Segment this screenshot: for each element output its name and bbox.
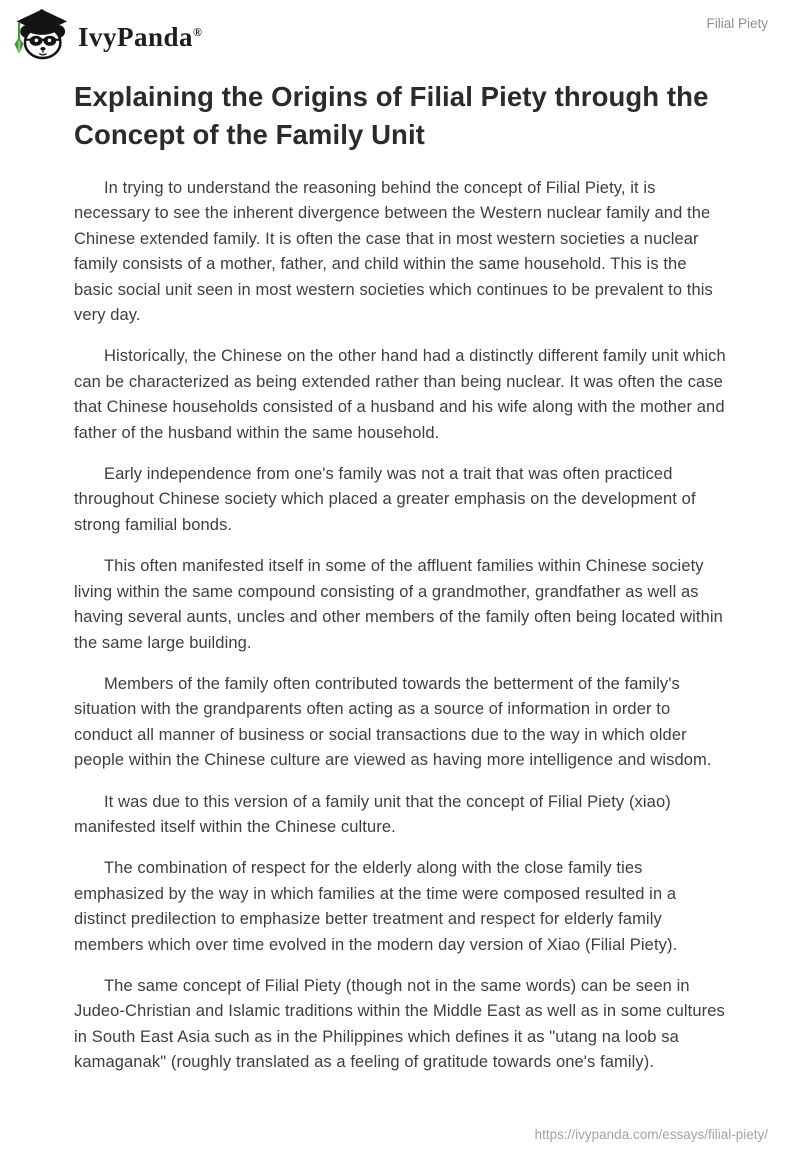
brand-name-text: IvyPanda: [78, 21, 194, 52]
paragraph: It was due to this version of a family unit that the concept of Filial Piety (xiao) manifested itself within the Chinese culture.: [74, 792, 671, 836]
paragraph: This often manifested itself in some of the affluent families within Chinese society living within the same compound consisting of a grandmother, grandfather as well as having several aunts, uncles and other members of the family often being located within the same large building.: [74, 557, 723, 652]
paragraph: The combination of respect for the elderly along with the close family ties emphasized by the way in which families at the time were composed resulted in a distinct predilection to emphasize better treatment and respect for elderly family members which over time evolved in the modern day version of Xiao (Filial Piety).: [74, 859, 678, 954]
registered-trademark-symbol: ®: [193, 24, 203, 39]
essay-body: [74, 176, 728, 1076]
paragraph: The same concept of Filial Piety (though not in the same words) can be seen in Judeo-Christian and Islamic traditions within the Middle East as well as in some cultures in South East Asia such as in the Philippines which defines it as "utang na loob sa kamaganak" (roughly translated as a feeling of gratitude towards one's family).: [74, 976, 725, 1072]
document-content: [0, 62, 800, 1076]
paragraph: Members of the family often contributed towards the betterment of the family's situation with the grandparents often acting as a source of information in order to conduct all manner of business or social transactions due to the way in which older people within the Chinese culture are viewed as having more intelligence and wisdom.: [74, 674, 712, 770]
brand-logo: [14, 8, 203, 60]
ivypanda-panda-graduate-icon: [14, 8, 68, 60]
running-head: Filial Piety: [706, 16, 768, 31]
paragraph: Early independence from one's family was not a trait that was often practiced throughout Chinese society which placed a greater emphasis on the development of strong familial bonds.: [74, 465, 696, 534]
page-footer: [535, 1126, 768, 1144]
source-url: https://ivypanda.com/essays/filial-piety/: [534, 1127, 768, 1142]
paragraph: Historically, the Chinese on the other hand had a distinctly different family unit which can be characterized as being extended rather than being nuclear. It was often the case that Chinese households consisted of a husband and his wife along with the mother and father of the husband within the same household.: [74, 347, 726, 442]
page-title: Explaining the Origins of Filial Piety through the Concept of the Family Unit: [74, 81, 709, 150]
page-header: [0, 0, 800, 62]
brand-wordmark: [78, 18, 203, 51]
paragraph: In trying to understand the reasoning behind the concept of Filial Piety, it is necessary to see the inherent divergence between the Western nuclear family and the Chinese extended family. It is often the case that in most western societies a nuclear family consists of a mother, father, and child within the same household. This is the basic social unit seen in most western societies which continues to be prevalent to this very day.: [74, 179, 713, 325]
